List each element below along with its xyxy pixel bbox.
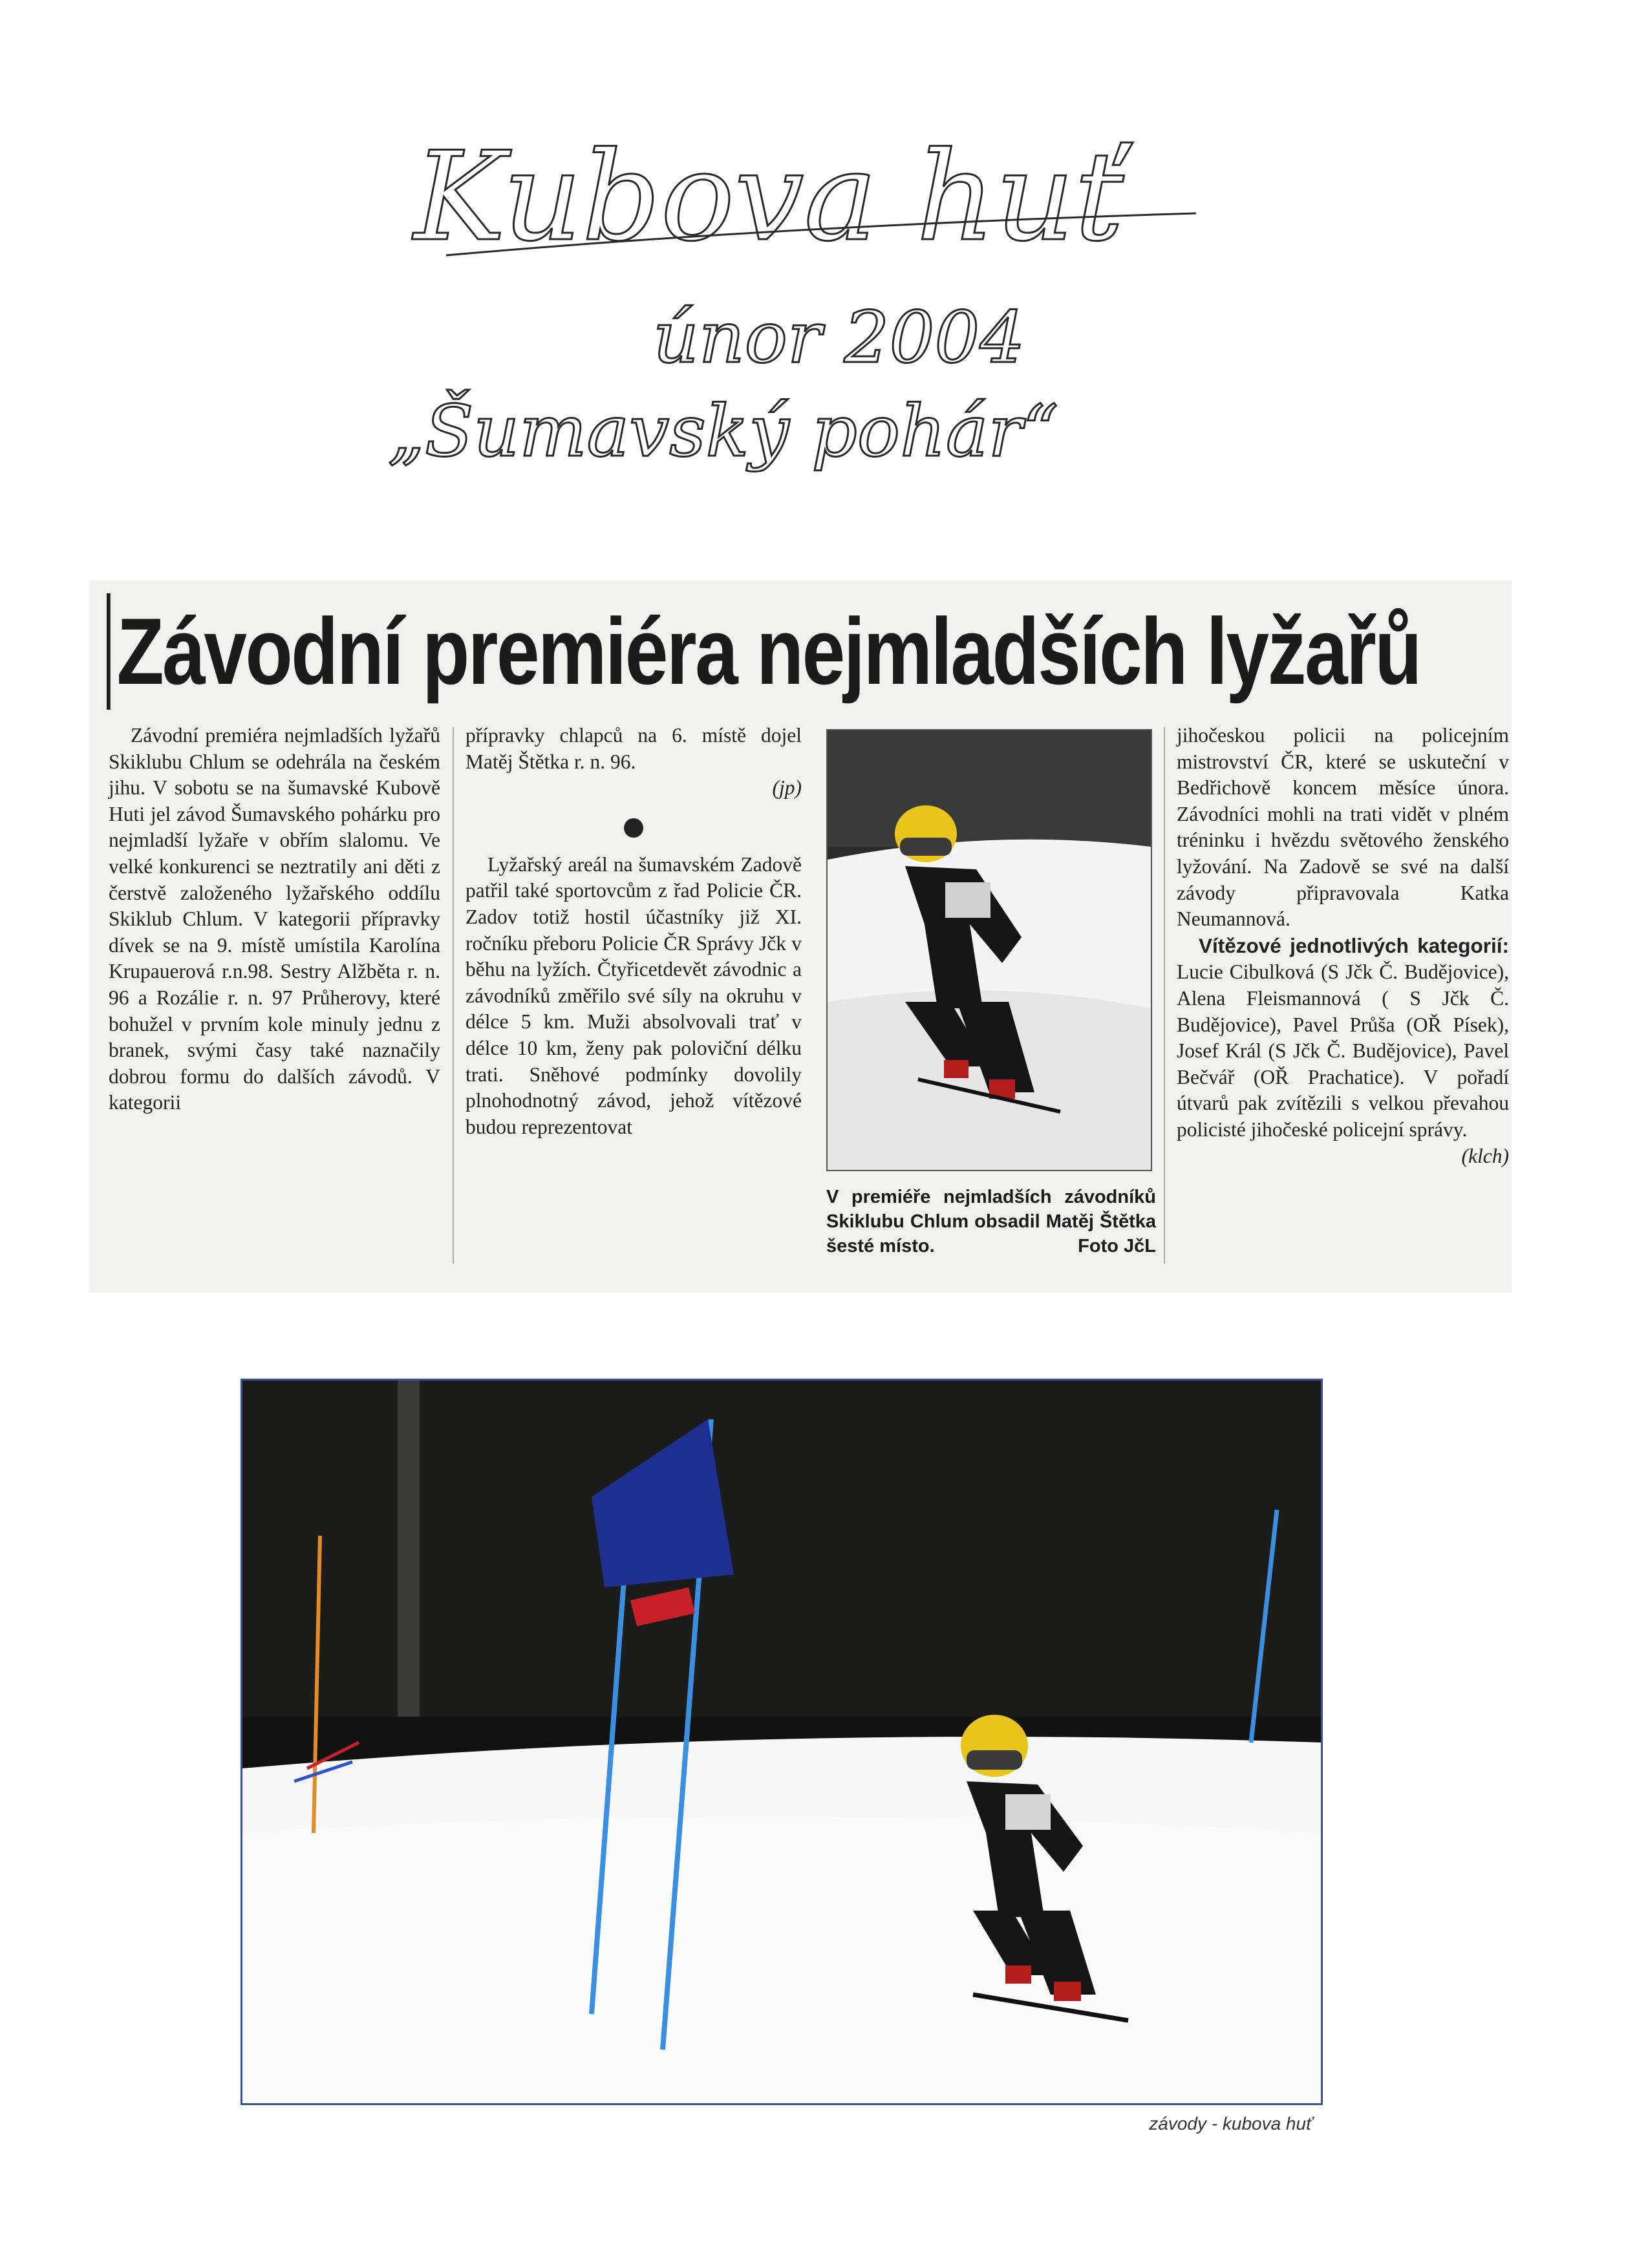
handwritten-date: únor 2004 — [653, 296, 1025, 379]
article-column-2 — [466, 723, 802, 1140]
article-paragraph: jihočeskou policii na policejním mistrovství ČR, které se uskuteční v Bedřichově koncem měsíce února. Závodníci mohli na trati vidět v plném tréninku i hvězdu světového ženského lyžování. Na Zadově se své na další závody připravovala Katka Neumannová. — [1177, 724, 1509, 931]
winners-heading: Vítězové jednotlivých kategorií: — [1199, 933, 1509, 957]
handwritten-title: Kubova huť — [414, 125, 1124, 268]
article-paragraph: Závodní premiéra nejmladších lyžařů Skiklubu Chlum se odehrála na českém jihu. V sobotu se na šumavské Kubově Huti jel závod Šumavského pohárku pro nejmladší lyžaře v obřím slalomu. Ve velké konkurenci se neztratily ani děti z čerstvě založeného lyžařského oddílu Skiklub Chlum. V kategorii přípravky dívek se na 9. místě umístila Karolína Krupauerová r.n.98. Sestry Alžběta r. n. 96 a Rozálie r. n. 97 Průherovy, které bohužel v prvním kole minuly jednu z branek, svými časy také naznačily dobrou formu do dalších závodů. V kategorii — [109, 724, 440, 1114]
winners-paragraph — [1177, 933, 1509, 1143]
author-signature: (klch) — [1461, 1144, 1509, 1167]
race-photo — [241, 1379, 1323, 2105]
handwritten-note — [0, 0, 1648, 582]
photo-caption: závody - kubova huť — [1149, 2114, 1312, 2134]
handwritten-event: „Šumavský pohár“ — [388, 390, 1059, 472]
photo-caption — [826, 1185, 1156, 1258]
skier-photo-small — [828, 730, 1151, 1170]
author-signature: (jp) — [772, 776, 802, 800]
winners-list: Lucie Cibulková (S Jčk Č. Budějovice), Alena Fleismannová ( S Jčk Č. Budějovice), Pavel Průša (OŘ Písek), Josef Král (S Jčk Č. Budějovice), Pavel Bečvář (OŘ Prachatice). V pořadí útvarů pak zvítězili s velkou převahou policisté jihočeské policejní správy. — [1177, 960, 1509, 1141]
article-paragraph: přípravky chlapců na 6. místě dojel Matěj Štětka r. n. 96. — [466, 724, 802, 773]
article-headline: Závodní premiéra nejmladších lyžařů — [107, 593, 1267, 710]
skier-photo-large — [242, 1381, 1321, 2103]
article-column-3 — [1177, 723, 1509, 1169]
article-photo — [826, 729, 1152, 1171]
caption-text: V premiéře nejmladších závodníků Skiklubu Chlum obsadil Matěj Štětka šesté místo. — [826, 1187, 1156, 1256]
column-divider — [1164, 727, 1165, 1264]
section-bullet — [624, 818, 643, 838]
column-divider — [453, 727, 454, 1264]
article-column-1 — [109, 723, 440, 1116]
article-paragraph: Lyžařský areál na šumavském Zadově patřil také sportovcům z řad Policie ČR. Zadov totiž hostil účastníky již XI. ročníku přeboru Policie ČR Správy Jčk v běhu na lyžích. Čtyřicetdevět závodnic a závodníků změřilo své síly na okruhu v délce 5 km. Muži absolvovali trať v délce 10 km, ženy pak poloviční délku trati. Sněhové podmínky dovolily plnohodnotný závod, jehož vítězové budou reprezentovat — [466, 853, 802, 1138]
photo-credit: Foto JčL — [1078, 1236, 1156, 1256]
